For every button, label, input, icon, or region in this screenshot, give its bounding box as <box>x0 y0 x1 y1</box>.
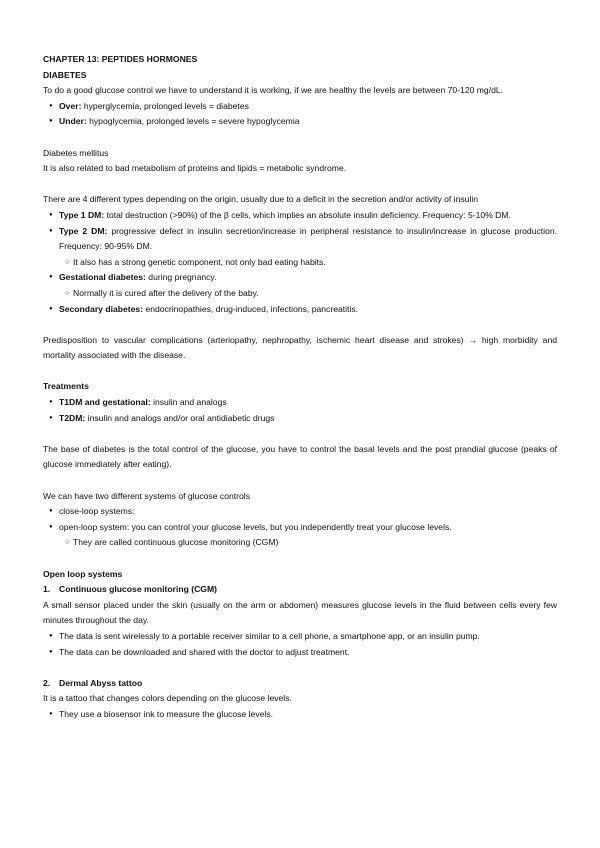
diabetes-heading: DIABETES <box>43 69 87 80</box>
mellitus-title: Diabetes mellitus <box>43 147 109 158</box>
list-item <box>43 224 557 255</box>
sub-list-item: ○ They are called continuous glucose monitoring (CGM) <box>43 535 557 551</box>
type1-label: Type 1 DM: <box>59 209 105 220</box>
t2-treatment-text: insulin and analogs and/or oral antidiabetic drugs <box>85 412 275 423</box>
list-item <box>43 270 557 286</box>
cgm-text: A small sensor placed under the skin (usually on the arm or abdomen) measures glucose levels in the fluid between cells every few minutes throughout the day. <box>43 599 557 626</box>
list-item <box>43 395 557 411</box>
t1-treatment-label: T1DM and gestational: <box>59 397 151 408</box>
under-label: Under: <box>59 116 87 127</box>
glucose-levels-list <box>43 99 557 130</box>
cgm-number: 1. <box>43 584 51 595</box>
over-text: hyperglycemia, prolonged levels = diabetes <box>81 100 249 111</box>
open-loop-heading: Open loop systems <box>43 568 123 579</box>
list-item: ● open-loop system: you can control your glucose levels, but you independently treat your glucose levels. <box>43 520 557 536</box>
tattoo-number: 2. <box>43 677 51 688</box>
secondary-text: endocrinopathies, drug-induced, infections, pancreatitis. <box>143 303 359 314</box>
list-item: ● The data is sent wirelessly to a portable receiver similar to a cell phone, a smartphone app, or an insulin pump. <box>43 629 557 645</box>
over-label: Over: <box>59 100 82 111</box>
tattoo-list <box>43 707 557 723</box>
list-item: ● They use a biosensor ink to measure the glucose levels. <box>43 707 557 723</box>
list-item <box>43 208 557 224</box>
tattoo-text: It is a tattoo that changes colors depending on the glucose levels. <box>43 693 292 704</box>
cgm-heading <box>43 582 557 598</box>
types-intro: There are 4 different types depending on the origin, usually due to a deficit in the secretion and/or activity of insulin <box>43 194 479 205</box>
systems-list <box>43 504 557 551</box>
t2-treatment-label: T2DM: <box>59 412 86 423</box>
list-item <box>43 302 557 318</box>
sub-list-item: ○ It also has a strong genetic component, not only bad eating habits. <box>43 255 557 271</box>
list-item: ● The data can be downloaded and shared with the doctor to adjust treatment. <box>43 645 557 661</box>
sub-list-item: ○ Normally it is cured after the delivery of the baby. <box>43 286 557 302</box>
tattoo-title: Dermal Abyss tattoo <box>59 677 143 688</box>
under-text: hypoglycemia, prolonged levels = severe hypoglycemia <box>86 116 300 127</box>
type1-text: total destruction (>90%) of the β cells, which implies an absolute insulin deficiency. Frequency: 5-10% DM. <box>104 209 511 220</box>
cgm-list <box>43 629 557 660</box>
cgm-title: Continuous glucose monitoring (CGM) <box>59 584 218 595</box>
chapter-title: CHAPTER 13: PEPTIDES HORMONES <box>43 54 198 64</box>
document-page <box>43 52 557 723</box>
base-control-text: The base of diabetes is the total control of the glucose, you have to control the basal levels and the post prandial glucose (peaks of glucose immediately after eating). <box>43 443 557 470</box>
t1-treatment-text: insulin and analogs <box>150 397 227 408</box>
list-item <box>43 114 557 130</box>
list-item <box>43 99 557 115</box>
gestational-text: during pregnancy. <box>145 272 217 283</box>
tattoo-heading <box>43 676 557 692</box>
mellitus-text: It is also related to bad metabolism of proteins and lipids = metabolic syndrome. <box>43 163 347 174</box>
systems-intro: We can have two different systems of glucose controls <box>43 490 250 501</box>
diabetes-types-list <box>43 208 557 317</box>
type2-text: progressive defect in insulin secretion/increase in peripheral resistance to insulin/increase in glucose production. Frequency: 90-95% DM. <box>59 225 558 252</box>
predisposition-text: Predisposition to vascular complications (arteriopathy, nephropathy, ischemic heart disease and strokes) → high morbidity and mortality associated with the disease. <box>43 334 557 361</box>
treatments-list <box>43 395 557 426</box>
type2-label: Type 2 DM: <box>59 225 108 236</box>
list-item <box>43 411 557 427</box>
list-item: ● close-loop systems: <box>43 504 557 520</box>
secondary-label: Secondary diabetes: <box>59 303 144 314</box>
diabetes-intro: To do a good glucose control we have to understand it is working, if we are healthy the levels are between 70-120 mg/dL. <box>43 85 504 96</box>
treatments-heading: Treatments <box>43 381 89 392</box>
gestational-label: Gestational diabetes: <box>59 272 146 283</box>
